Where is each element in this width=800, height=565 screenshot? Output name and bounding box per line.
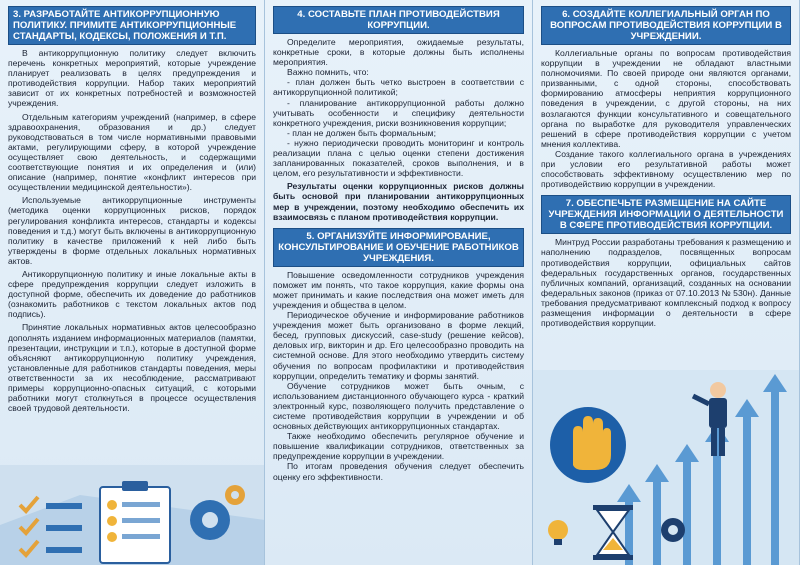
- section-4-heading: 4. СОСТАВЬТЕ ПЛАН ПРОТИВОДЕЙСТВИЯ КОРРУПЦИИ.: [273, 6, 524, 34]
- plan-bullet: - план не должен быть формальным;: [287, 127, 436, 138]
- settings-gears-icon: [661, 518, 685, 542]
- col3-paragraph: Минтруд России разработаны требования к размещению и наполнению подразделов, посвященных вопросам противодействия коррупции, официальных сайтов федеральных государственных органов, государственных публичных компаний, организаций, созданных на основании федеральных законов (приказ от 07.10.2013 № 530н). Данные требования предусматривают комплексный подход к вопросу размещения информации о деятельности в сфере противодействия коррупции.: [541, 237, 791, 329]
- stop-hand-icon: [550, 407, 626, 483]
- section-3-heading: 3. РАЗРАБОТАЙТЕ АНТИКОРРУПЦИОННУЮ ПОЛИТИКУ. ПРИМИТЕ АНТИКОРРУПЦИОННЫЕ СТАНДАРТЫ, КОДЕКСЫ, ПОЛОЖЕНИЯ И Т.П.: [8, 6, 256, 45]
- column-6-7-committee-site: [533, 0, 800, 565]
- col2-note: Важно помнить, что:: [287, 67, 369, 78]
- plan-bullet: - нужно периодически проводить мониторинг и контроль реализации плана с целью оценки степени достижения запланированных показателей, сроков выполнения, и в целом, его результативности и эффективности.: [273, 137, 524, 179]
- column-4-5-plan-training: [265, 0, 533, 565]
- col2-paragraph: Обучение сотрудников может быть очным, с использованием дистанционного обучающего курса - краткий электронный курс, позволяющего получить представление о системе противодействия коррупции в учреждении и об основных действующих антикоррупционных стандартах.: [273, 380, 524, 432]
- plan-bullet: - планирование антикоррупционной работы должно учитывать особенности и специфику деятельности конкретного учреждения, риски возникновения коррупции;: [273, 97, 524, 128]
- section-5-heading: 5. ОРГАНИЗУЙТЕ ИНФОРМИРОВАНИЕ, КОНСУЛЬТИРОВАНИЕ И ОБУЧЕНИЕ РАБОТНИКОВ УЧРЕЖДЕНИЯ.: [273, 228, 524, 267]
- col2-paragraph: Повышение осведомленности сотрудников учреждения поможет им понять, что такое коррупция, какие формы она может принимать и какие последствия она может иметь для учреждения и общества в целом.: [273, 269, 524, 310]
- col2-bold-note: Результаты оценки коррупционных рисков должны быть основой при планировании антикоррупционных мер в учреждении, поэтому необходимо обеспечить их взаимосвязь с планом противодействия коррупции.: [273, 181, 524, 222]
- column-3-policy: [0, 0, 265, 565]
- col2-paragraph: Периодическое обучение и информирование работников учреждения может быть организовано в форме лекций, бесед, групповых дискуссий, case-study (решение кейсов), деловых игр, викторин и др. Его целесообразно проводить на системной основе. Для этого необходимо утвердить систему обучения по вопросам профилактики и противодействия коррупции, определить тематику и формы занятий.: [273, 310, 524, 381]
- col1-paragraph: В антикоррупционную политику следует включить перечень конкретных мероприятий, которые учреждение планирует реализовать в целях предупреждения и противодействия коррупции. Набор таких мероприятий зависит от их конкретных потребностей и возможностей учреждения.: [8, 48, 256, 109]
- col2-paragraph: По итогам проведения обучения следует обеспечить оценку его эффективности.: [273, 461, 524, 482]
- col2-paragraph: Также необходимо обеспечить регулярное обучение и повышение квалификации сотрудников, ответственных за предупреждение коррупции в учреждении.: [273, 431, 524, 462]
- clipboard-checklist-icon: [100, 481, 170, 563]
- col3-paragraph: Коллегиальные органы по вопросам противодействия коррупции в учреждении не обладают властными полномочиями. По своей природе они являются органами, призванными, с одной стороны, способствовать формированию атмосферы неприятия коррупционного поведения в учреждении, с другой стороны, на них возлагаются функции консультативного и совещательного органа по выработке для руководителя управленческих решений в сфере противодействия коррупции с учетом мнения коллектива.: [541, 48, 791, 149]
- plan-bullet: - план должен быть четко выстроен в соответствии с антикоррупционной политикой;: [273, 77, 524, 98]
- col3-paragraph: Создание такого коллегиального органа в учреждениях при условии его результативной работы может способствовать эффективному осуществлению мер по противодействию коррупции в учреждении.: [541, 148, 791, 190]
- section-6-heading: 6. СОЗДАЙТЕ КОЛЛЕГИАЛЬНЫЙ ОРГАН ПО ВОПРОСАМ ПРОТИВОДЕЙСТВИЯ КОРРУПЦИИ В УЧРЕЖДЕНИИ.: [541, 6, 791, 45]
- col1-paragraph: Используемые антикоррупционные инструменты (методика оценки коррупционных рисков, порядок регулирования конфликта интересов, стандарты и кодексы поведения и т.д.) могут быть включены в антикоррупционную политику в качестве приложений к ней либо быть утверждены в форме отдельных локальных нормативных актов.: [8, 195, 256, 266]
- col1-paragraph: Отдельным категориям учреждений (например, в сфере здравоохранения, образования и др.) следует руководствоваться в том числе нормативными правовыми актами, регулирующими сферу, в которой учреждение осуществляет свою деятельность, и содержащими соответствующие понятия и их определения и (или) описание (например, понятие «конфликт интересов при осуществлении медицинской деятельности»).: [8, 111, 256, 193]
- col2-intro: Определите мероприятия, ожидаемые результаты, конкретные сроки, в которые должны быть исполнены мероприятия.: [273, 37, 524, 68]
- col1-paragraph: Принятие локальных нормативных актов целесообразно дополнять изданием информационных материалов (памятки, презентации, инструкции и т.п.), которые в доступной форме объясняют антикоррупционную политику учреждения, установленные для работников стандарты поведения, меры ответственности за их несоблюдение, рассматривают примеры коррупционно-опасных ситуаций, с которыми работники могут столкнуться в процессе осуществления своей трудовой деятельности.: [8, 322, 256, 414]
- col1-paragraph: Антикоррупционную политику и иные локальные акты в сфере предупреждения коррупции следует изложить в доступной форме, обеспечить их доведение до работников (ознакомить работников с текстом локальных актов под подпись).: [8, 268, 256, 320]
- section-7-heading: 7. ОБЕСПЕЧЬТЕ РАЗМЕЩЕНИЕ НА САЙТЕ УЧРЕЖДЕНИЯ ИНФОРМАЦИИ О ДЕЯТЕЛЬНОСТИ В СФЕРЕ ПРОТИВОДЕЙСТВИЯ КОРРУПЦИИ.: [541, 195, 791, 234]
- growth-arrows-illustration: [533, 370, 800, 565]
- checklist-illustration: [0, 465, 265, 565]
